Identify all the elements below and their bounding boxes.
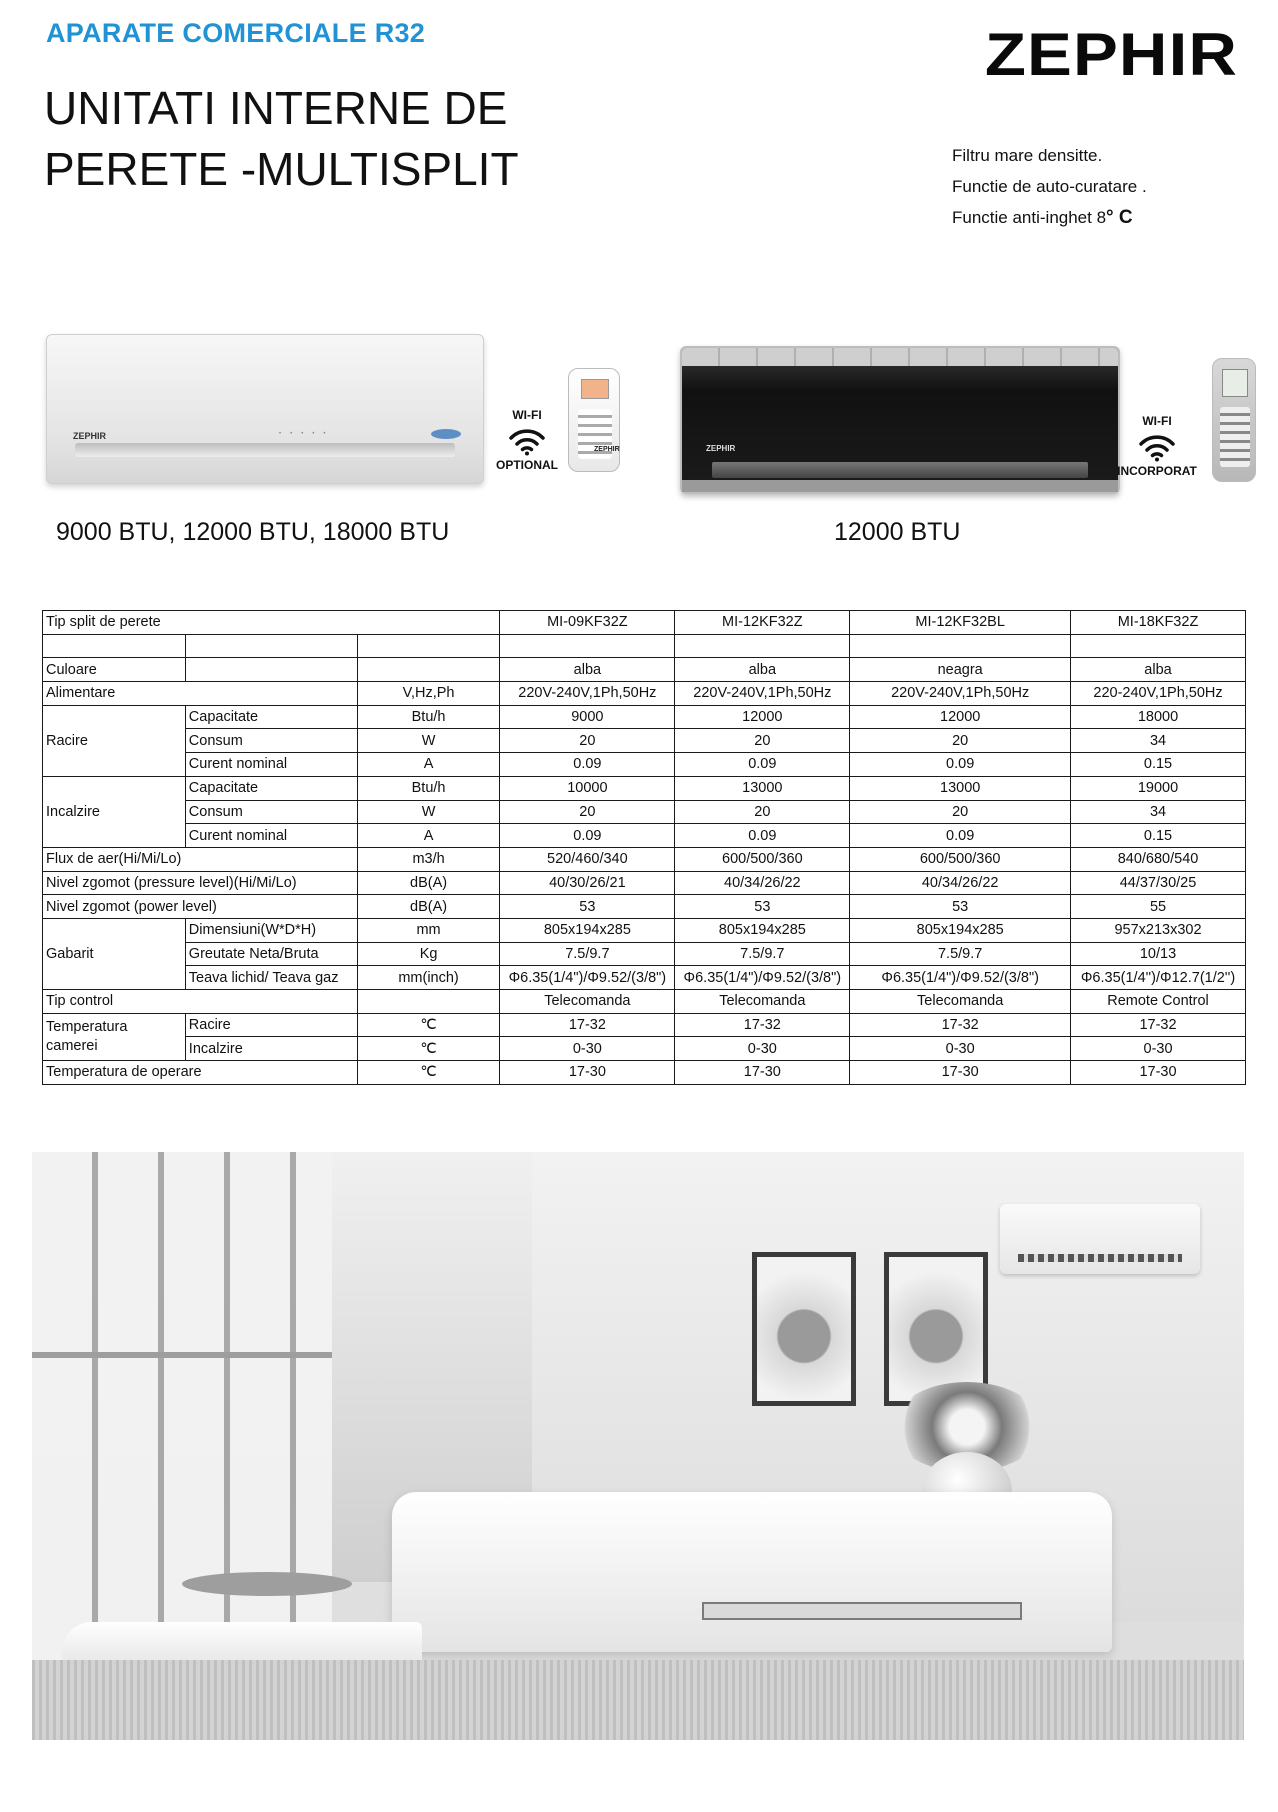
value-cell: 840/680/540: [1071, 847, 1246, 871]
table-row: [43, 1037, 1246, 1061]
empty-cell: [1071, 634, 1246, 658]
value-cell: 19000: [1071, 776, 1246, 800]
sub-label: Dimensiuni(W*D*H): [185, 918, 357, 942]
row-label: Nivel zgomot (power level): [43, 895, 358, 919]
empty-cell: [185, 634, 357, 658]
sub-label: Curent nominal: [185, 753, 357, 777]
value-cell: 805x194x285: [675, 918, 850, 942]
value-cell: 7.5/9.7: [850, 942, 1071, 966]
value-cell: 34: [1071, 729, 1246, 753]
feature-1: Filtru mare densitte.: [952, 146, 1103, 165]
value-cell: Remote Control: [1071, 990, 1246, 1014]
value-cell: 600/500/360: [850, 847, 1071, 871]
sub-label: Capacitate: [185, 776, 357, 800]
sub-label: Racire: [185, 1013, 357, 1037]
value-cell: 12000: [675, 705, 850, 729]
table-row: [43, 1013, 1246, 1037]
unit-cell: ℃: [357, 1037, 500, 1061]
value-cell: 0-30: [1071, 1037, 1246, 1061]
value-cell: 220V-240V,1Ph,50Hz: [675, 682, 850, 706]
wifi-optional: [492, 408, 562, 472]
black-unit-logo: ZEPHIR: [706, 444, 736, 453]
unit-cell: mm: [357, 918, 500, 942]
black-unit-grille: [682, 348, 1118, 366]
value-cell: 17-32: [675, 1013, 850, 1037]
value-cell: 20: [675, 729, 850, 753]
value-cell: 55: [1071, 895, 1246, 919]
table-row: [43, 682, 1246, 706]
value-cell: Φ6.35(1/4")/Φ9.52/(3/8"): [500, 966, 675, 990]
spec-table: [42, 610, 1246, 1085]
value-cell: Telecomanda: [675, 990, 850, 1014]
table-row: [43, 942, 1246, 966]
sub-label: Consum: [185, 729, 357, 753]
value-cell: 20: [500, 729, 675, 753]
value-cell: 53: [850, 895, 1071, 919]
value-cell: 0.15: [1071, 753, 1246, 777]
value-cell: 20: [675, 800, 850, 824]
table-row: [43, 990, 1246, 1014]
row-label: Flux de aer(Hi/Mi/Lo): [43, 847, 358, 871]
value-cell: 0.09: [850, 753, 1071, 777]
value-cell: 17-30: [1071, 1061, 1246, 1085]
sub-label: Incalzire: [185, 1037, 357, 1061]
table-row: [43, 847, 1246, 871]
value-cell: 0-30: [500, 1037, 675, 1061]
value-cell: 7.5/9.7: [500, 942, 675, 966]
model-cell: MI-09KF32Z: [500, 611, 675, 635]
feature-3: [952, 202, 1147, 233]
coffee-table: [702, 1602, 1022, 1620]
value-cell: 20: [850, 729, 1071, 753]
group-label-line-1: Temperatura: [46, 1018, 128, 1035]
empty-cell: [43, 634, 186, 658]
wifi-label: WI-FI: [1142, 414, 1172, 428]
table-row: [43, 895, 1246, 919]
remote-control-image: [568, 368, 620, 472]
value-cell: 220V-240V,1Ph,50Hz: [500, 682, 675, 706]
value-cell: 18000: [1071, 705, 1246, 729]
value-cell: neagra: [850, 658, 1071, 682]
sub-label: Teava lichid/ Teava gaz: [185, 966, 357, 990]
model-cell: MI-18KF32Z: [1071, 611, 1246, 635]
empty-cell: [850, 634, 1071, 658]
wifi-built-in: [1114, 414, 1200, 478]
value-cell: 600/500/360: [675, 847, 850, 871]
wall-picture: [752, 1252, 856, 1406]
value-cell: 0-30: [850, 1037, 1071, 1061]
header-label: Tip split de perete: [43, 611, 500, 635]
caption-left: 9000 BTU, 12000 BTU, 18000 BTU: [56, 518, 450, 546]
row-label: Tip control: [43, 990, 358, 1014]
group-label: [43, 1013, 186, 1060]
value-cell: 34: [1071, 800, 1246, 824]
value-cell: 0-30: [675, 1037, 850, 1061]
feature-2: Functie de auto-curatare .: [952, 177, 1147, 196]
unit-cell: ℃: [357, 1013, 500, 1037]
value-cell: 40/34/26/22: [850, 871, 1071, 895]
value-cell: Φ6.35(1/4")/Φ9.52/(3/8"): [850, 966, 1071, 990]
value-cell: alba: [1071, 658, 1246, 682]
remote-buttons: [1220, 407, 1250, 467]
table-row: [43, 705, 1246, 729]
empty-cell: [357, 990, 500, 1014]
value-cell: 53: [675, 895, 850, 919]
supertitle: APARATE COMERCIALE R32: [46, 18, 426, 48]
row-label: Alimentare: [43, 682, 358, 706]
unit-cell: A: [357, 824, 500, 848]
empty-cell: [357, 658, 500, 682]
value-cell: 17-32: [850, 1013, 1071, 1037]
table-row: [43, 824, 1246, 848]
value-cell: 7.5/9.7: [675, 942, 850, 966]
table-row: [43, 1061, 1246, 1085]
value-cell: 17-30: [675, 1061, 850, 1085]
unit-cell: W: [357, 729, 500, 753]
value-cell: 20: [500, 800, 675, 824]
white-unit-vent: [75, 443, 455, 457]
sofa: [392, 1492, 1112, 1652]
table-row: [43, 658, 1246, 682]
white-unit-logo: ZEPHIR: [73, 431, 107, 441]
value-cell: 957x213x302: [1071, 918, 1246, 942]
black-indoor-unit-image: [680, 346, 1120, 494]
table-row: [43, 753, 1246, 777]
row-label: Temperatura de operare: [43, 1061, 358, 1085]
model-cell: MI-12KF32Z: [675, 611, 850, 635]
value-cell: 44/37/30/25: [1071, 871, 1246, 895]
row-label: Culoare: [43, 658, 186, 682]
brand-logo: ZEPHIR: [984, 21, 1238, 88]
rug: [32, 1660, 1244, 1740]
table-row: [43, 800, 1246, 824]
wifi-note: INCORPORAT: [1117, 464, 1197, 478]
unit-cell: dB(A): [357, 895, 500, 919]
value-cell: 17-32: [1071, 1013, 1246, 1037]
caption-right: 12000 BTU: [834, 518, 961, 546]
value-cell: 13000: [675, 776, 850, 800]
value-cell: 805x194x285: [500, 918, 675, 942]
white-indoor-unit-image: [46, 334, 484, 484]
value-cell: 40/34/26/22: [675, 871, 850, 895]
sub-label: Consum: [185, 800, 357, 824]
living-room-photo: [32, 1152, 1244, 1740]
value-cell: Telecomanda: [850, 990, 1071, 1014]
table-row: [43, 918, 1246, 942]
unit-cell: ℃: [357, 1061, 500, 1085]
feature-3-text: Functie anti-inghet 8: [952, 208, 1107, 227]
value-cell: 220V-240V,1Ph,50Hz: [850, 682, 1071, 706]
value-cell: 17-30: [500, 1061, 675, 1085]
table-row: [43, 871, 1246, 895]
value-cell: 0.09: [675, 824, 850, 848]
wifi-icon: [1137, 432, 1177, 462]
table-row: [43, 729, 1246, 753]
group-label-line-2: camerei: [46, 1037, 98, 1054]
page-title: [44, 78, 519, 200]
wifi-note: OPTIONAL: [496, 458, 558, 472]
value-cell: Φ6.35(1/4'')/Φ12.7(1/2''): [1071, 966, 1246, 990]
value-cell: 0.09: [675, 753, 850, 777]
value-cell: 53: [500, 895, 675, 919]
value-cell: 0.09: [500, 824, 675, 848]
unit-cell: m3/h: [357, 847, 500, 871]
feature-3-unit: ° C: [1106, 207, 1133, 228]
value-cell: 805x194x285: [850, 918, 1071, 942]
group-label: Racire: [43, 705, 186, 776]
table-row: [43, 634, 1246, 658]
unit-cell: Kg: [357, 942, 500, 966]
sub-label: Curent nominal: [185, 824, 357, 848]
value-cell: 10/13: [1071, 942, 1246, 966]
unit-cell: A: [357, 753, 500, 777]
window-bar: [32, 1352, 332, 1358]
empty-cell: [675, 634, 850, 658]
model-cell: MI-12KF32BL: [850, 611, 1071, 635]
value-cell: 17-32: [500, 1013, 675, 1037]
value-cell: 12000: [850, 705, 1071, 729]
white-unit-indicators: •••••: [279, 431, 335, 437]
value-cell: 220-240V,1Ph,50Hz: [1071, 682, 1246, 706]
ac-vent: [1018, 1254, 1182, 1262]
wifi-icon: [507, 426, 547, 456]
value-cell: Φ6.35(1/4")/Φ9.52/(3/8"): [675, 966, 850, 990]
empty-cell: [500, 634, 675, 658]
unit-cell: Btu/h: [357, 776, 500, 800]
value-cell: 40/30/26/21: [500, 871, 675, 895]
title-line-1: UNITATI INTERNE DE: [44, 82, 508, 134]
unit-cell: W: [357, 800, 500, 824]
wall-ac-unit: [1000, 1204, 1200, 1274]
table-row: [43, 966, 1246, 990]
value-cell: Telecomanda: [500, 990, 675, 1014]
unit-cell: V,Hz,Ph: [357, 682, 500, 706]
unit-cell: Btu/h: [357, 705, 500, 729]
remote-screen: [1222, 369, 1248, 397]
sub-label: Greutate Neta/Bruta: [185, 942, 357, 966]
value-cell: 0.09: [500, 753, 675, 777]
row-label: Nivel zgomot (pressure level)(Hi/Mi/Lo): [43, 871, 358, 895]
group-label: Gabarit: [43, 918, 186, 989]
black-unit-vent: [712, 462, 1088, 478]
table-row: [43, 611, 1246, 635]
value-cell: 0.09: [850, 824, 1071, 848]
feature-list: [952, 140, 1147, 233]
empty-cell: [185, 658, 357, 682]
value-cell: 0.15: [1071, 824, 1246, 848]
black-unit-base: [682, 480, 1118, 492]
value-cell: 13000: [850, 776, 1071, 800]
title-line-2: PERETE -MULTISPLIT: [44, 143, 519, 195]
value-cell: 17-30: [850, 1061, 1071, 1085]
value-cell: alba: [675, 658, 850, 682]
remote-tag: ZEPHIR: [594, 446, 620, 453]
remote-screen: [581, 379, 609, 399]
sub-label: Capacitate: [185, 705, 357, 729]
remote-control-image: [1212, 358, 1256, 482]
wifi-label: WI-FI: [512, 408, 542, 422]
side-table: [182, 1572, 352, 1596]
table-row: [43, 776, 1246, 800]
value-cell: 20: [850, 800, 1071, 824]
unit-cell: mm(inch): [357, 966, 500, 990]
value-cell: alba: [500, 658, 675, 682]
white-unit-badge: [431, 429, 461, 439]
value-cell: 520/460/340: [500, 847, 675, 871]
unit-cell: dB(A): [357, 871, 500, 895]
empty-cell: [357, 634, 500, 658]
value-cell: 10000: [500, 776, 675, 800]
group-label: Incalzire: [43, 776, 186, 847]
value-cell: 9000: [500, 705, 675, 729]
